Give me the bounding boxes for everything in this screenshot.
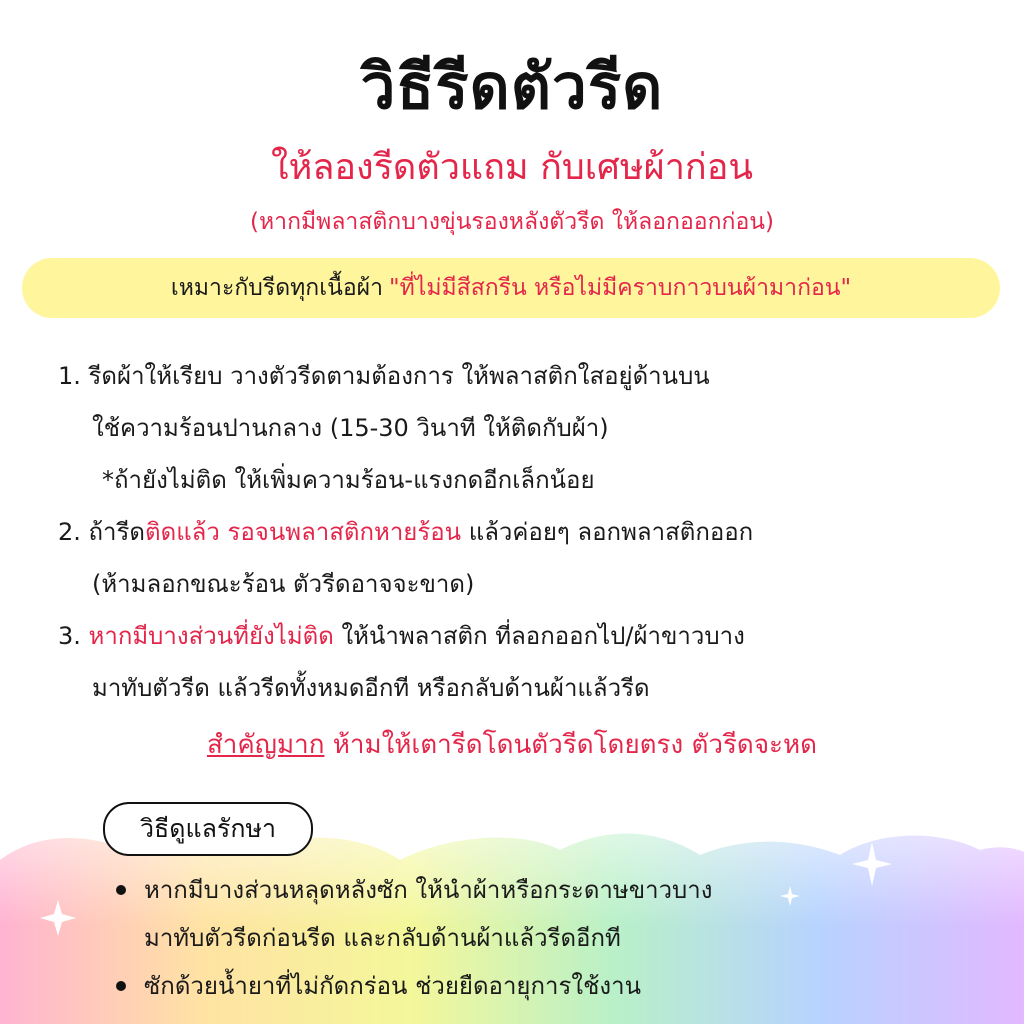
bullet-icon xyxy=(116,981,126,991)
step-3-prefix: 3. xyxy=(58,622,89,650)
step-2-line-2: (ห้ามลอกขณะร้อน ตัวรีดอาจจะขาด) xyxy=(92,570,475,598)
step-3-line-1 xyxy=(58,610,1008,662)
bullet-icon xyxy=(116,885,126,895)
important-warning xyxy=(0,724,1024,765)
step-2-warning: ติดแล้ว รอจนพลาสติกหายร้อน xyxy=(145,518,462,546)
care-item xyxy=(116,962,996,1010)
page-title: วิธีรีดตัวรีด xyxy=(360,50,664,123)
important-text: ห้ามให้เตารีดโดนตัวรีดโดยตรง ตัวรีดจะหด xyxy=(324,730,818,760)
step-2-prefix: 2. ถ้ารีด xyxy=(58,518,146,546)
subtitle: ให้ลองรีดตัวแถม กับเศษผ้าก่อน xyxy=(271,147,753,188)
banner-lead: เหมาะกับรีดทุกเนื้อผ้า xyxy=(170,275,384,301)
step-3-line-2: มาทับตัวรีด แล้วรีดทั้งหมดอีกที หรือกลับด้านผ้าแล้วรีด xyxy=(92,674,650,702)
step-3-suffix: ให้นำพลาสติก ที่ลอกออกไป/ผ้าขาวบาง xyxy=(333,622,745,650)
care-item-1-line-1: หากมีบางส่วนหลุดหลังซัก ให้นำผ้าหรือกระดาษขาวบาง xyxy=(144,876,713,904)
subtitle-note: (หากมีพลาสติกบางขุ่นรองหลังตัวรีด ให้ลอกออกก่อน) xyxy=(250,209,774,235)
care-item xyxy=(116,866,996,914)
banner-highlight: "ที่ไม่มีสีสกรีน หรือไม่มีคราบกาวบนผ้ามาก่อน" xyxy=(389,275,852,301)
step-1-note: *ถ้ายังไม่ติด ให้เพิ่มความร้อน-แรงกดอีกเล็กน้อย xyxy=(102,466,595,494)
step-3-warning: หากมีบางส่วนที่ยังไม่ติด xyxy=(88,622,334,650)
care-item-2: ซักด้วยน้ำยาที่ไม่กัดกร่อน ช่วยยืดอายุการใช้งาน xyxy=(144,972,642,1000)
step-2-suffix: แล้วค่อยๆ ลอกพลาสติกออก xyxy=(461,518,754,546)
care-badge: วิธีดูแลรักษา xyxy=(103,802,313,856)
step-1-line-1: 1. รีดผ้าให้เรียบ วางตัวรีดตามต้องการ ให้พลาสติกใสอยู่ด้านบน xyxy=(58,362,710,390)
suitability-banner xyxy=(22,258,1000,318)
care-instructions xyxy=(116,866,996,1010)
step-1-line-2: ใช้ความร้อนปานกลาง (15-30 วินาที ให้ติดกับผ้า) xyxy=(92,414,609,442)
important-label: สำคัญมาก xyxy=(206,730,325,760)
care-item-1-line-2: มาทับตัวรีดก่อนรีด และกลับด้านผ้าแล้วรีดอีกที xyxy=(144,924,621,952)
step-2-line-1 xyxy=(58,506,1008,558)
instruction-steps xyxy=(58,350,1008,714)
